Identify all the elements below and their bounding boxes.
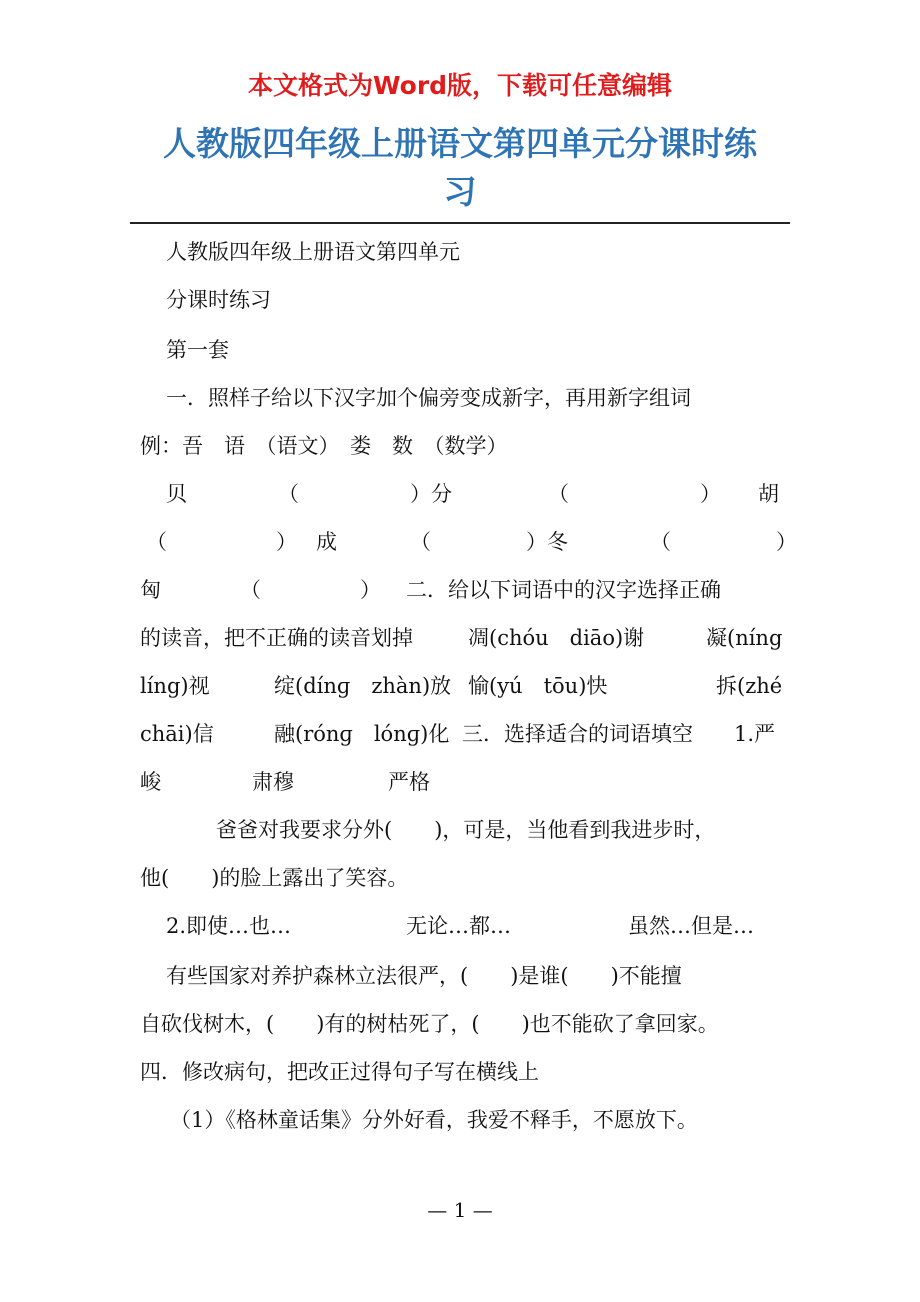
text-line: （1）《格林童话集》分外好看，我爱不释手，不愿放下。 bbox=[170, 1108, 698, 1132]
text-segment: 肃穆 bbox=[252, 770, 294, 794]
text-segment: 二．给以下词语中的汉字选择正确 bbox=[406, 578, 721, 602]
text-segment: 绽(dínɡ zhàn)放 bbox=[274, 674, 452, 698]
text-segment: （ bbox=[278, 482, 299, 506]
text-segment: líng)视 bbox=[140, 674, 210, 698]
text-segment: 1.严 bbox=[734, 722, 776, 746]
text-segment: （ bbox=[240, 578, 261, 602]
text-segment: 凋(chóu diāo)谢 bbox=[468, 626, 645, 650]
text-segment: 无论…都… bbox=[406, 914, 511, 938]
text-line: 例：吾 语 （语文） 娄 数 （数学） bbox=[140, 434, 508, 458]
text-segment: （ bbox=[146, 530, 167, 554]
text-segment: 虽然…但是… bbox=[628, 914, 754, 938]
text-segment: （ bbox=[548, 482, 569, 506]
text-segment: 融(rónɡ lónɡ)化 bbox=[274, 722, 450, 746]
text-line: 分课时练习 bbox=[166, 288, 271, 312]
text-segment: 凝(níng bbox=[706, 626, 783, 650]
text-segment: ） bbox=[700, 482, 721, 506]
text-line: 一．照样子给以下汉字加个偏旁变成新字，再用新字组词 bbox=[166, 386, 691, 410]
page-number: — 1 — bbox=[427, 1198, 493, 1222]
text-segment: ）分 bbox=[410, 482, 452, 506]
title-rule bbox=[130, 222, 790, 224]
text-segment: ） bbox=[360, 578, 381, 602]
text-segment: 胡 bbox=[758, 482, 779, 506]
text-segment: ） bbox=[276, 530, 297, 554]
text-segment: 拆(zhé bbox=[716, 674, 783, 698]
title-line-1: 人教版四年级上册语文第四单元分课时练 bbox=[163, 124, 757, 163]
text-segment: ） bbox=[776, 530, 797, 554]
text-line: 有些国家对养护森林立法很严，( )是谁( )不能擅 bbox=[166, 964, 682, 988]
text-segment: ）冬 bbox=[526, 530, 568, 554]
text-line: 第一套 bbox=[166, 338, 229, 362]
text-segment: 严格 bbox=[388, 770, 430, 794]
text-line: 四．修改病句，把改正过得句子写在横线上 bbox=[140, 1060, 539, 1084]
text-segment: 愉(yú tōu)快 bbox=[468, 674, 608, 698]
text-segment: （ bbox=[410, 530, 431, 554]
text-line: 自砍伐树木，( )有的树枯死了，( )也不能砍了拿回家。 bbox=[140, 1012, 719, 1036]
document-title bbox=[130, 120, 790, 216]
text-line: 爸爸对我要求分外( )，可是，当他看到我进步时， bbox=[216, 818, 716, 842]
text-segment: 成 bbox=[316, 530, 337, 554]
format-banner: 本文格式为Word版，下载可任意编辑 bbox=[247, 71, 673, 100]
text-segment: （ bbox=[650, 530, 671, 554]
text-segment: 贝 bbox=[166, 482, 187, 506]
text-line: 人教版四年级上册语文第四单元 bbox=[166, 240, 460, 264]
text-segment: 三．选择适合的词语填空 bbox=[462, 722, 693, 746]
text-segment: 的读音，把不正确的读音划掉 bbox=[140, 626, 413, 650]
text-line: 他( )的脸上露出了笑容。 bbox=[140, 866, 409, 890]
text-segment: 匈 bbox=[140, 578, 161, 602]
text-segment: 峻 bbox=[140, 770, 161, 794]
text-segment: 2.即使…也… bbox=[166, 914, 292, 938]
text-segment: chāi)信 bbox=[140, 722, 214, 746]
title-line-2: 习 bbox=[443, 172, 477, 211]
